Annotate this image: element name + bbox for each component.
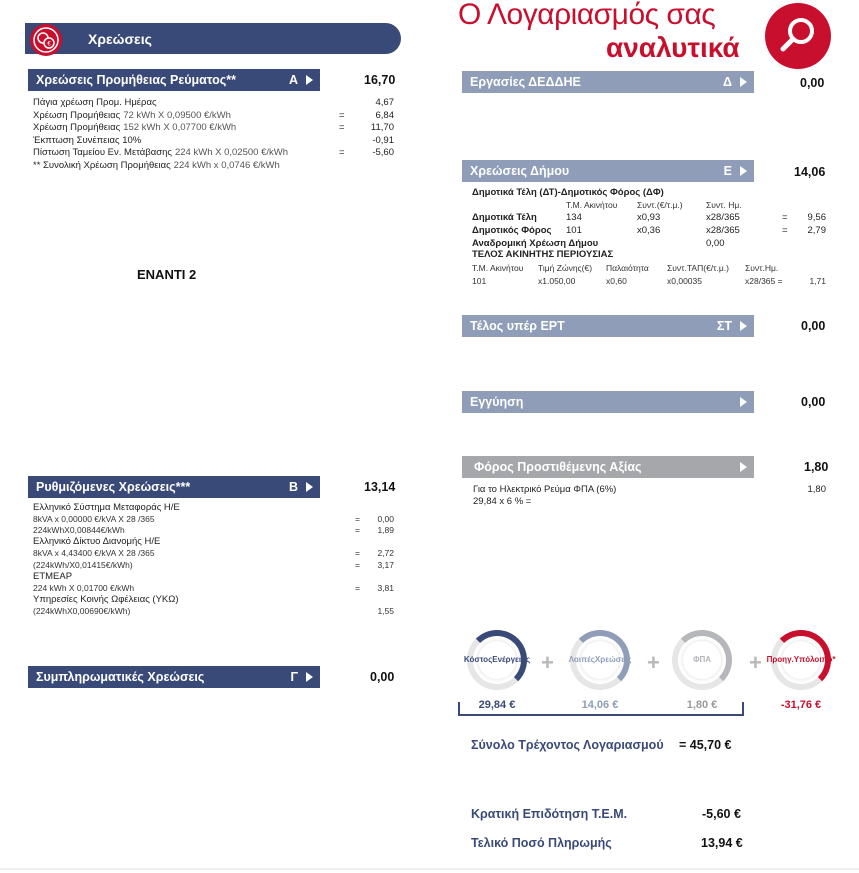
summary-ring-label-line2: Υπόλοιπο* — [793, 655, 836, 664]
arrow-right-icon — [306, 672, 313, 682]
supply-line-detail: 224 kWh x 0,0746 €/kWh — [173, 159, 280, 171]
supply-line-eq: = — [339, 109, 345, 121]
summary-ring-amount: 1,80 € — [686, 699, 718, 711]
arrow-right-icon — [740, 397, 747, 407]
supply-line-value: 11,70 — [370, 122, 394, 134]
regulated-line-eq: = — [355, 525, 360, 536]
vat-line1: Για το Ηλεκτρικό Ρεύμα ΦΠΑ (6%) — [473, 484, 617, 495]
regulated-group-heading: Ελληνικό Δίκτυο Διανομής Η/Ε — [33, 536, 161, 548]
tap-coef: x0,00035 — [667, 276, 702, 286]
supply-line-label: Έκπτωση Συνέπειας 10% — [33, 134, 142, 146]
municipal-charges-title: Χρεώσεις Δήμου — [470, 164, 570, 178]
supply-charges-code: Α — [288, 73, 298, 87]
municipal-tax-value: 2,79 — [807, 225, 826, 236]
summary-bracket — [458, 702, 744, 716]
municipal-tax-days: x28/365 — [706, 225, 740, 236]
supply-line-label: ** Συνολική Χρέωση Προμήθειας — [33, 159, 171, 171]
regulated-line-value: 2,72 — [377, 548, 394, 559]
summary-ring-amount: 29,84 € — [478, 699, 516, 711]
municipal-col-area: Τ.Μ. Ακινήτου — [566, 200, 618, 210]
arrow-right-icon — [740, 321, 747, 331]
supply-line-label: Πίστωση Ταμείου Εν. Μετάβασης — [33, 147, 172, 159]
summary-ring-label-line2: Χρεώσεις — [594, 655, 632, 664]
supply-line-label: Χρέωση Προμήθειας — [33, 122, 121, 134]
summary-ring — [570, 630, 630, 690]
tap-zone: x1.050,00 — [538, 276, 576, 286]
deddie-works-code: Δ — [723, 75, 732, 89]
vat-line1-value: 1,80 — [807, 484, 826, 495]
regulated-line-value: 1,89 — [377, 525, 394, 536]
supply-line-label: Χρέωση Προμήθειας — [33, 109, 121, 121]
charges-icon — [26, 23, 66, 57]
supplementary-charges-bar[interactable] — [28, 666, 320, 688]
current-total-value: = 45,70 € — [679, 738, 732, 752]
tap-value: 1,71 — [809, 276, 826, 286]
municipal-charges-code: Ε — [723, 164, 732, 178]
enanti-label: ΕΝΑΝΤΙ 2 — [137, 267, 197, 282]
regulated-charges-bar[interactable] — [28, 476, 320, 498]
regulated-line-eq: = — [355, 559, 360, 570]
summary-ring-label-line1: Λοιπές — [568, 655, 595, 664]
supply-line-value: -0,91 — [372, 134, 394, 146]
summary-ring-amount: 14,06 € — [581, 699, 619, 711]
summary-ring — [463, 630, 531, 690]
charges-header-title: Χρεώσεις — [88, 31, 152, 47]
regulated-line — [33, 548, 396, 559]
plus-icon: + — [749, 650, 762, 675]
tap-age: x0,60 — [606, 276, 627, 286]
tap-col-days: Συντ.Ημ. — [745, 263, 779, 273]
municipal-tax-area: 101 — [566, 225, 582, 236]
supplementary-charges-total: 0,00 — [370, 670, 395, 684]
deddie-works-total: 0,00 — [800, 76, 825, 90]
supply-charges-total: 16,70 — [364, 73, 396, 87]
regulated-line-detail: 224kWhX0,00844€/kWh — [33, 525, 125, 536]
regulated-line-detail: (224kWh/X0,01415€/kWh) — [33, 559, 133, 570]
summary-ring-label-line1: Κόστος — [463, 655, 493, 664]
deddie-works-title: Εργασίες ΔΕΔΔΗΕ — [470, 75, 581, 89]
brand-title-line1: Ο Λογαριασμός σας — [458, 0, 716, 31]
regulated-charges-total: 13,14 — [364, 480, 396, 494]
supply-line-eq: = — [339, 122, 345, 134]
regulated-line-eq: = — [355, 548, 360, 559]
regulated-group-heading: Υπηρεσίες Κοινής Ωφέλειας (ΥΚΩ) — [33, 593, 179, 605]
summary-ring-label-line1: Προηγ. — [766, 655, 794, 664]
municipal-col-coef: Συντ.(€/τ.μ.) — [637, 200, 683, 210]
municipal-charges-bar[interactable] — [462, 160, 754, 182]
regulated-line — [33, 606, 396, 617]
supply-line-detail: 224 kWh X 0,02500 €/kWh — [174, 147, 288, 159]
subsidy-label: Κρατική Επιδότηση Τ.Ε.Μ. — [471, 807, 628, 821]
summary-ring-label-line1: ΦΠΑ — [692, 655, 712, 664]
arrow-right-icon — [306, 75, 313, 85]
municipal-tax-eq: = — [782, 225, 788, 236]
tap-days: x28/365 = — [745, 276, 783, 286]
municipal-fees-eq: = — [782, 212, 788, 223]
supply-line — [33, 147, 396, 160]
arrow-right-icon — [740, 166, 747, 176]
supply-line — [33, 122, 396, 135]
regulated-line-value: 3,81 — [377, 582, 394, 593]
supply-line — [33, 135, 396, 148]
municipal-tax-label: Δημοτικός Φόρος — [472, 225, 552, 236]
supply-line — [33, 160, 396, 173]
guarantee-bar[interactable] — [462, 391, 754, 413]
tap-col-age: Παλαιότητα — [606, 263, 649, 273]
municipal-heading: Δημοτικά Τέλη (ΔΤ)-Δημοτικός Φόρος (ΔΦ) — [472, 187, 664, 198]
regulated-line-value: 0,00 — [377, 514, 394, 524]
tap-area: 101 — [472, 276, 487, 286]
summary-ring-amount: -31,76 € — [780, 699, 822, 711]
supply-lines — [33, 97, 396, 173]
ert-fee-title: Τέλος υπέρ ΕΡΤ — [470, 319, 565, 333]
municipal-fees-value: 9,56 — [807, 212, 826, 223]
supplementary-charges-code: Γ — [290, 670, 298, 684]
vat-line2: 29,84 x 6 % = — [473, 496, 532, 507]
tap-heading: ΤΕΛΟΣ ΑΚΙΝΗΤΗΣ ΠΕΡΙΟΥΣΙΑΣ — [472, 249, 614, 260]
supply-line — [33, 110, 396, 123]
arrow-right-icon — [740, 77, 747, 87]
regulated-line-detail: 224 kWh X 0,01700 €/kWh — [33, 582, 135, 593]
summary-ring — [766, 630, 836, 690]
guarantee-total: 0,00 — [801, 395, 826, 409]
regulated-charges-code: Β — [288, 480, 298, 494]
charges-header-bar — [25, 23, 401, 54]
regulated-group-heading: Ελληνικό Σύστημα Μεταφοράς Η/Ε — [33, 502, 180, 513]
supply-charges-title: Χρεώσεις Προμήθειας Ρεύματος** — [36, 73, 236, 87]
subsidy-value: -5,60 € — [702, 807, 741, 821]
brand-title-line2: αναλυτικά — [606, 32, 740, 63]
municipal-fees-coef: x0,93 — [637, 212, 661, 223]
regulated-line-value: 3,17 — [377, 559, 394, 570]
plus-icon: + — [647, 650, 660, 675]
supply-line — [33, 97, 396, 110]
municipal-retro-value: 0,00 — [706, 238, 725, 249]
municipal-retro-label: Αναδρομική Χρέωση Δήμου — [472, 238, 599, 249]
vat-total: 1,80 — [804, 460, 829, 474]
municipal-fees-label: Δημοτικά Τέλη — [472, 212, 537, 223]
final-payment-value: 13,94 € — [701, 836, 743, 850]
regulated-line — [33, 525, 396, 536]
regulated-line-detail: (224kWhX0,00690€/kWh) — [33, 605, 131, 616]
supply-line-detail: 72 kWh X 0,09500 €/kWh — [123, 109, 231, 121]
final-payment-label: Τελικό Ποσό Πληρωμής — [471, 836, 612, 850]
plus-icon: + — [541, 650, 554, 675]
regulated-charges-title: Ρυθμιζόμενες Χρεώσεις*** — [36, 480, 191, 494]
bottom-divider — [0, 868, 859, 870]
arrow-right-icon — [306, 482, 313, 492]
regulated-line — [33, 583, 396, 594]
supply-line-detail: 152 kWh X 0,07700 €/kWh — [123, 122, 237, 134]
arrow-right-icon — [740, 462, 747, 472]
regulated-line — [33, 514, 396, 525]
magnifier-icon — [764, 2, 832, 70]
municipal-tax-coef: x0,36 — [637, 225, 661, 236]
current-total-label: Σύνολο Τρέχοντος Λογαριασμού — [471, 738, 664, 752]
regulated-line-detail: 8kVA x 4,43400 €/kVA X 28 /365 — [33, 548, 155, 559]
summary-ring-label — [463, 641, 531, 679]
regulated-line-eq: = — [355, 514, 360, 524]
supply-charges-bar[interactable] — [28, 69, 320, 91]
regulated-lines — [33, 502, 396, 617]
guarantee-title: Εγγύηση — [470, 395, 524, 409]
municipal-charges-total: 14,06 — [794, 165, 826, 179]
tap-col-area: Τ.Μ. Ακινήτου — [472, 263, 524, 273]
regulated-group-heading: ΕΤΜΕΑΡ — [33, 570, 73, 582]
summary-ring-label — [766, 641, 836, 679]
supply-line-value: -5,60 — [372, 147, 394, 159]
regulated-line-detail: 8kVA x 0,00000 €/kVA X 28 /365 — [33, 514, 155, 524]
supply-line-label: Πάγια χρέωση Προμ. Ημέρας — [33, 97, 157, 108]
summary-ring — [672, 630, 732, 690]
svg-text:€: € — [47, 41, 51, 48]
regulated-line-eq: = — [355, 582, 360, 593]
summary-ring-label — [568, 641, 632, 679]
municipal-fees-area: 134 — [566, 212, 582, 223]
vat-bar[interactable] — [462, 456, 754, 478]
supply-line-value: 6,84 — [375, 109, 394, 121]
vat-title: Φόρος Προστιθέμενης Αξίας — [474, 460, 642, 474]
supply-line-eq: = — [339, 147, 345, 159]
regulated-line-value: 1,55 — [377, 605, 394, 616]
municipal-fees-days: x28/365 — [706, 212, 740, 223]
deddie-works-bar[interactable] — [462, 71, 754, 93]
ert-fee-bar[interactable] — [462, 315, 754, 337]
ert-fee-code: ΣΤ — [716, 319, 732, 333]
supplementary-charges-title: Συμπληρωματικές Χρεώσεις — [36, 670, 205, 684]
summary-ring-label-line2: Ενέργειας — [492, 655, 531, 664]
regulated-line — [33, 560, 396, 571]
tap-col-coef: Συντ.ΤΑΠ(€/τ.μ.) — [667, 263, 729, 273]
summary-ring-label — [683, 641, 721, 679]
tap-col-zone: Τιμή Ζώνης(€) — [538, 263, 593, 273]
supply-line-value: 4,67 — [375, 97, 394, 108]
municipal-col-days: Συντ. Ημ. — [706, 200, 742, 210]
ert-fee-total: 0,00 — [801, 319, 826, 333]
